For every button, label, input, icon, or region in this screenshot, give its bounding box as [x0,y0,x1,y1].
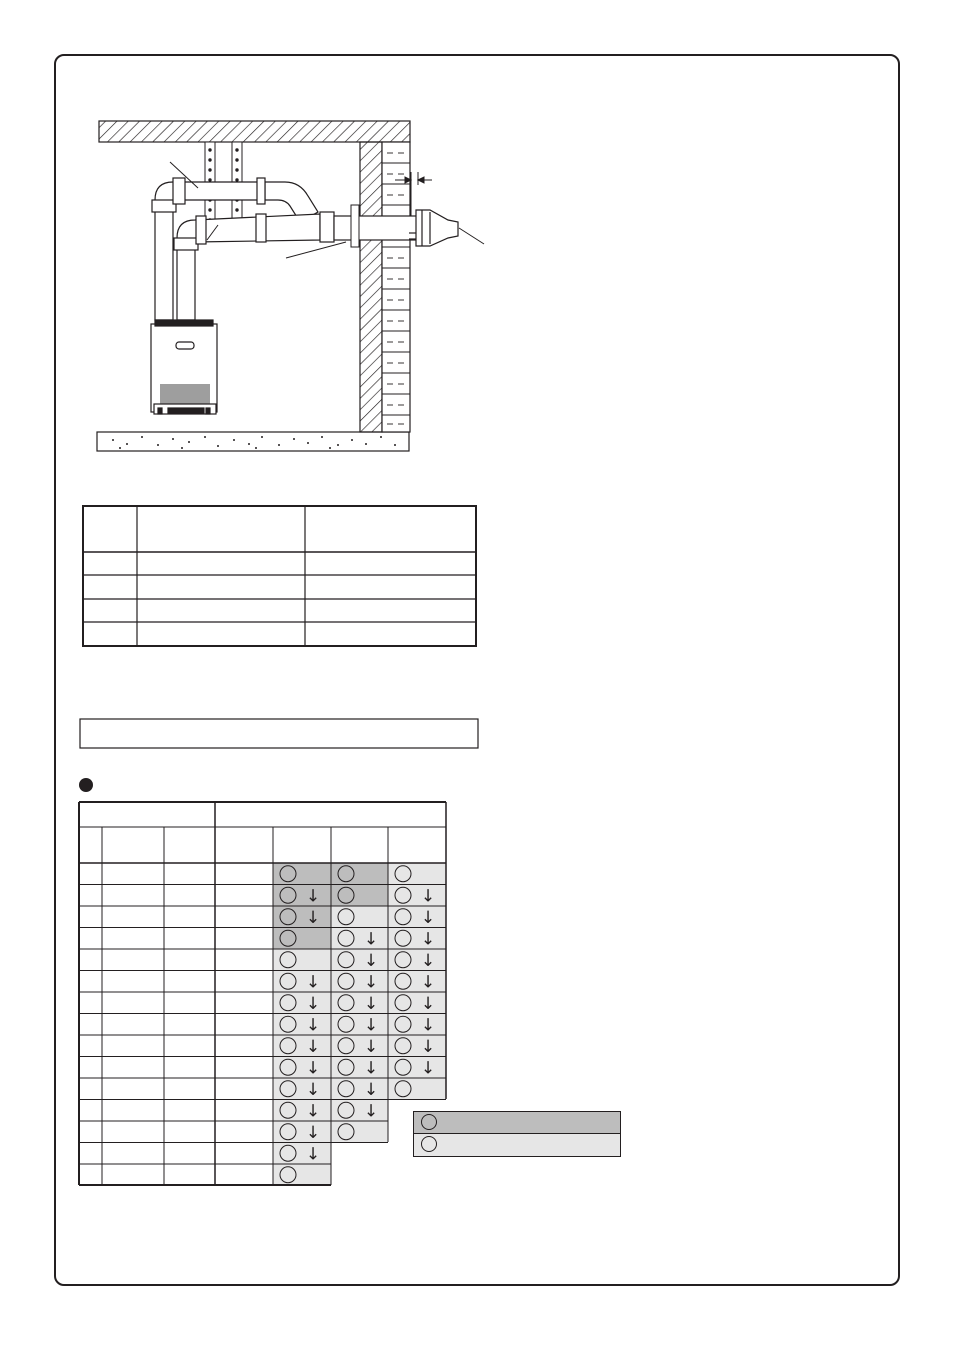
derate-arrow-icon: ↓ [420,1058,436,1079]
table-cell-shade [273,1121,331,1143]
derate-arrow-icon: ↓ [305,1101,321,1122]
legend-circle-mark [421,1114,437,1130]
table-cell-shade [388,885,446,907]
derate-arrow-icon: ↓ [420,1015,436,1036]
derate-arrow-icon: ↓ [363,993,379,1014]
table-cell-shade [331,863,388,885]
derate-arrow-icon: ↓ [420,886,436,907]
vent-length-table [79,802,446,1186]
derate-arrow-icon: ↓ [420,1036,436,1057]
table-cell-shade [331,1100,388,1122]
wall-hatch [360,142,382,432]
derate-arrow-icon: ↓ [420,993,436,1014]
table-cell-shade [331,906,388,928]
derate-arrow-icon: ↓ [363,929,379,950]
table-cell-shade [331,1057,388,1079]
derate-arrow-icon: ↓ [420,950,436,971]
derate-arrow-icon: ↓ [420,907,436,928]
section-bullet [79,778,93,792]
table-cell-shade [273,863,331,885]
table-cell-shade [273,928,331,950]
table-cell-shade [273,1035,331,1057]
table-cell-shade [273,992,331,1014]
table-cell-shade [331,1121,388,1143]
legend-row-dark [414,1112,620,1134]
table-cell-shade [388,928,446,950]
water-heater [151,320,217,414]
table-cell-shade [388,971,446,993]
table-cell-shade [273,949,331,971]
table-cell-shade [331,992,388,1014]
ceiling-slab [99,121,410,142]
legend-row-light [414,1134,620,1156]
derate-arrow-icon: ↓ [363,1015,379,1036]
table-cell-shade [331,928,388,950]
legend-circle-mark [421,1136,437,1152]
derate-arrow-icon: ↓ [363,1058,379,1079]
leader-lines [170,162,484,258]
derate-arrow-icon: ↓ [305,1122,321,1143]
derate-arrow-icon: ↓ [363,1036,379,1057]
table-cell-shade [273,971,331,993]
table-cell-shade [331,971,388,993]
table-cell-shade [331,1035,388,1057]
table-cell-shade [273,1100,331,1122]
table-cell-shade [331,1078,388,1100]
derate-arrow-icon: ↓ [363,1101,379,1122]
table-cell-shade [388,992,446,1014]
derate-arrow-icon: ↓ [305,1079,321,1100]
installation-diagram [97,121,484,451]
derate-arrow-icon: ↓ [305,1058,321,1079]
derate-arrow-icon: ↓ [305,907,321,928]
derate-arrow-icon: ↓ [305,1036,321,1057]
clearance-table [83,506,476,646]
derate-arrow-icon: ↓ [305,1015,321,1036]
table-cell-shade [273,1078,331,1100]
floor-slab [97,432,409,451]
note-box [80,719,478,748]
derate-arrow-icon: ↓ [305,972,321,993]
table-cell-shade [331,885,388,907]
table-cell-shade [388,949,446,971]
derate-arrow-icon: ↓ [305,1144,321,1165]
derate-arrow-icon: ↓ [305,993,321,1014]
table-cell-shade [388,1078,446,1100]
derate-arrow-icon: ↓ [363,972,379,993]
table-cell-shade [273,906,331,928]
derate-arrow-icon: ↓ [363,1079,379,1100]
table-cell-shade [388,863,446,885]
derate-arrow-icon: ↓ [420,929,436,950]
shading-legend [413,1111,621,1157]
table-cell-shade [388,906,446,928]
table-cell-shade [331,1014,388,1036]
vent-terminal [409,210,458,246]
derate-arrow-icon: ↓ [363,950,379,971]
table-cell-shade [273,1014,331,1036]
derate-arrow-icon: ↓ [420,972,436,993]
table-cell-shade [388,1035,446,1057]
table-cell-shade [388,1014,446,1036]
wall-plate [351,205,359,247]
derate-arrow-icon: ↓ [305,886,321,907]
table-cell-shade [273,1143,331,1165]
table-cell-shade [331,949,388,971]
table-cell-shade [273,885,331,907]
table-cell-shade [273,1057,331,1079]
wall-brick [382,142,410,432]
table-cell-shade [273,1164,331,1186]
table-cell-shade [388,1057,446,1079]
